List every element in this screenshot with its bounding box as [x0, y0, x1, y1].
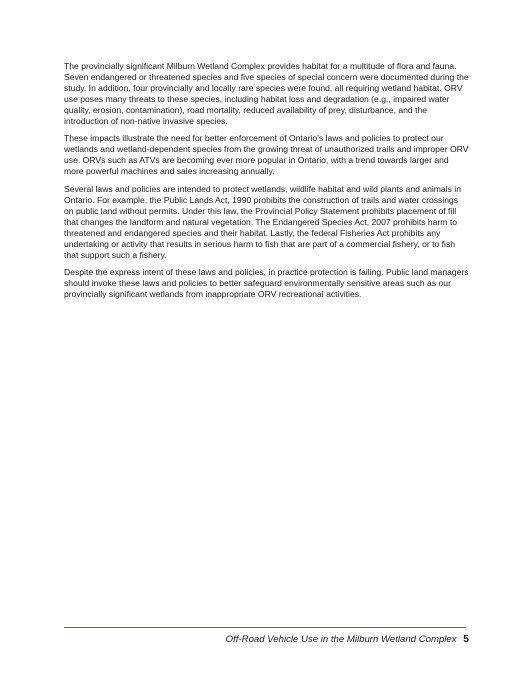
paragraph-2: These impacts illustrate the need for better enforcement of Ontario’s laws and policies to protect our wetlands and wetland-dependent species from the growing threat of unauthorized trails and improper ORV use. ORVs such as ATVs are becoming ever more popular in Ontario, with a trend towards larger and more powerful machines and sales increasing annually.	[64, 133, 469, 177]
footer-title: Off-Road Vehicle Use in the Milburn Wetland Complex	[225, 634, 457, 645]
body-text	[64, 61, 470, 307]
paragraph-4: Despite the express intent of these laws and policies, in practice protection is failing. Public land managers should invoke these laws and policies to better safeguard environmentally sensitive areas such as our provincially significant wetlands from inappropriate ORV recreational activities.	[64, 267, 469, 300]
footer-divider	[64, 627, 466, 628]
paragraph-3: Several laws and policies are intended to protect wetlands, wildlife habitat and wild plants and animals in Ontario. For example, the Public Lands Act, 1990 prohibits the construction of trails and water crossings on public land without permits. Under this law, the Provincial Policy Statement prohibits placement of fill that changes the landform and natural vegetation. The Endangered Species Act, 2007 prohibits harm to threatened and endangered species and their habitat. Lastly, the federal Fisheries Act prohibits any undertaking or activity that results in serious harm to fish that are part of a commercial fishery, or to fish that support such a fishery.	[64, 184, 461, 260]
paragraph-1: The provincially significant Milburn Wetland Complex provides habitat for a multitude of flora and fauna. Seven endangered or threatened species and five species of special concern were documented during the study. In addition, four provincially and locally rare species were found, all requiring wetland habitat. ORV use poses many threats to these species, including habitat loss and degradation (e.g., impaired water quality, erosion, contamination), road mortality, reduced availability of prey, disturbance, and the introduction of non-native invasive species.	[64, 61, 469, 126]
page-footer	[226, 634, 469, 646]
page-number: 5	[463, 634, 469, 645]
